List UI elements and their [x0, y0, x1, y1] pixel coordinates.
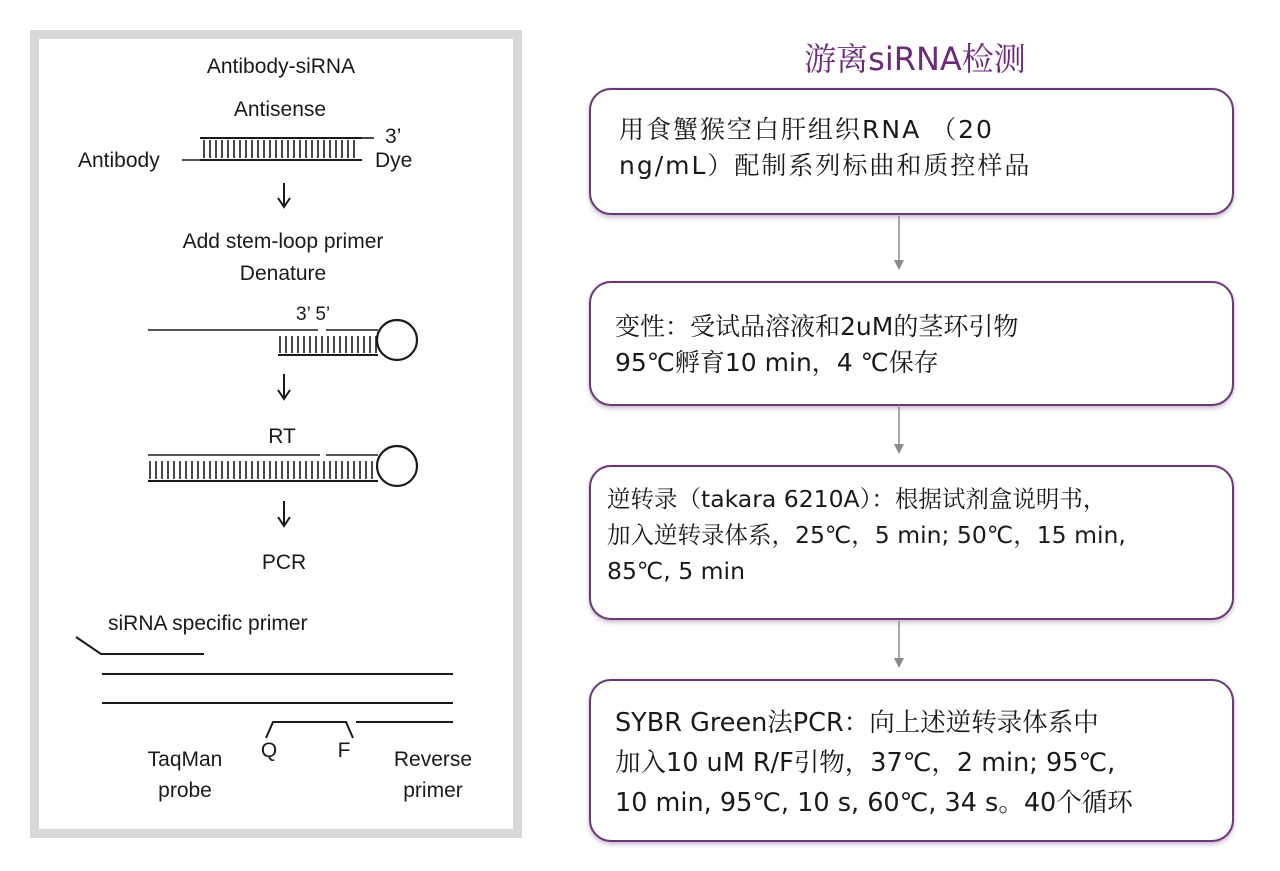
flow-step-3-text: 逆转录（takara 6210A）：根据试剂盒说明书， 加入逆转录体系，25℃，5 min; 50℃，15 min, 85℃, 5 min — [607, 485, 1126, 585]
sirna-primer-label: siRNA specific primer — [108, 612, 308, 635]
rt-product — [148, 446, 417, 486]
flowchart-title: 游离siRNA检测 — [804, 40, 1026, 78]
sirna-schematic-panel — [30, 30, 522, 838]
rt-label: RT — [268, 425, 296, 448]
sirna-specific-primer — [76, 637, 204, 654]
dye-label: Dye — [375, 149, 413, 172]
pcr-detail — [76, 637, 453, 738]
antibody-sirna-duplex — [182, 138, 374, 160]
connector-arrow-2 — [894, 407, 904, 454]
reverse-primer-label-line1: Reverse — [393, 748, 473, 771]
schematic-svg — [39, 39, 513, 829]
pcr-label: PCR — [261, 551, 307, 574]
antisense-label: Antisense — [233, 98, 327, 121]
flow-step-1-text: 用食蟹猴空白肝组织RNA （20 ng/mL）配制系列标曲和质控样品 — [619, 115, 1032, 180]
three-five-prime-label: 3’ 5’ — [296, 304, 331, 325]
down-arrow-2 — [278, 374, 290, 399]
flow-step-2-text: 变性：受试品溶液和2uM的茎环引物 95℃孵育10 min，4 ℃保存 — [615, 312, 1019, 377]
down-arrow-1 — [278, 183, 290, 207]
flow-step-3 — [589, 465, 1234, 620]
schematic-canvas — [39, 39, 513, 829]
taqman-probe — [266, 722, 353, 738]
taqman-label-line2: probe — [158, 779, 212, 802]
antibody-sirna-title: Antibody-siRNA — [206, 55, 356, 78]
stem-loop-primer — [148, 320, 417, 360]
add-stem-loop-label: Add stem-loop primer — [182, 230, 384, 253]
down-arrow-3 — [278, 501, 290, 526]
connector-arrow-1 — [894, 216, 904, 270]
three-prime-label: 3’ — [385, 125, 402, 148]
antibody-label: Antibody — [78, 149, 160, 172]
flow-step-1 — [589, 88, 1234, 215]
taqman-label-line1: TaqMan — [147, 748, 223, 771]
flow-step-4-text: SYBR Green法PCR：向上述逆转录体系中 加入10 uM R/F引物，37℃，2 min; 95℃, 10 min, 95℃, 10 s, 60℃, 34 s。40个循环 — [615, 708, 1133, 818]
denature-label: Denature — [239, 262, 327, 285]
flow-step-4 — [589, 679, 1234, 842]
fluorophore-label: F — [337, 739, 351, 762]
flow-step-2 — [589, 281, 1234, 406]
quencher-label: Q — [260, 739, 278, 762]
reverse-primer-label-line2: primer — [403, 779, 463, 802]
connector-arrow-3 — [894, 621, 904, 668]
